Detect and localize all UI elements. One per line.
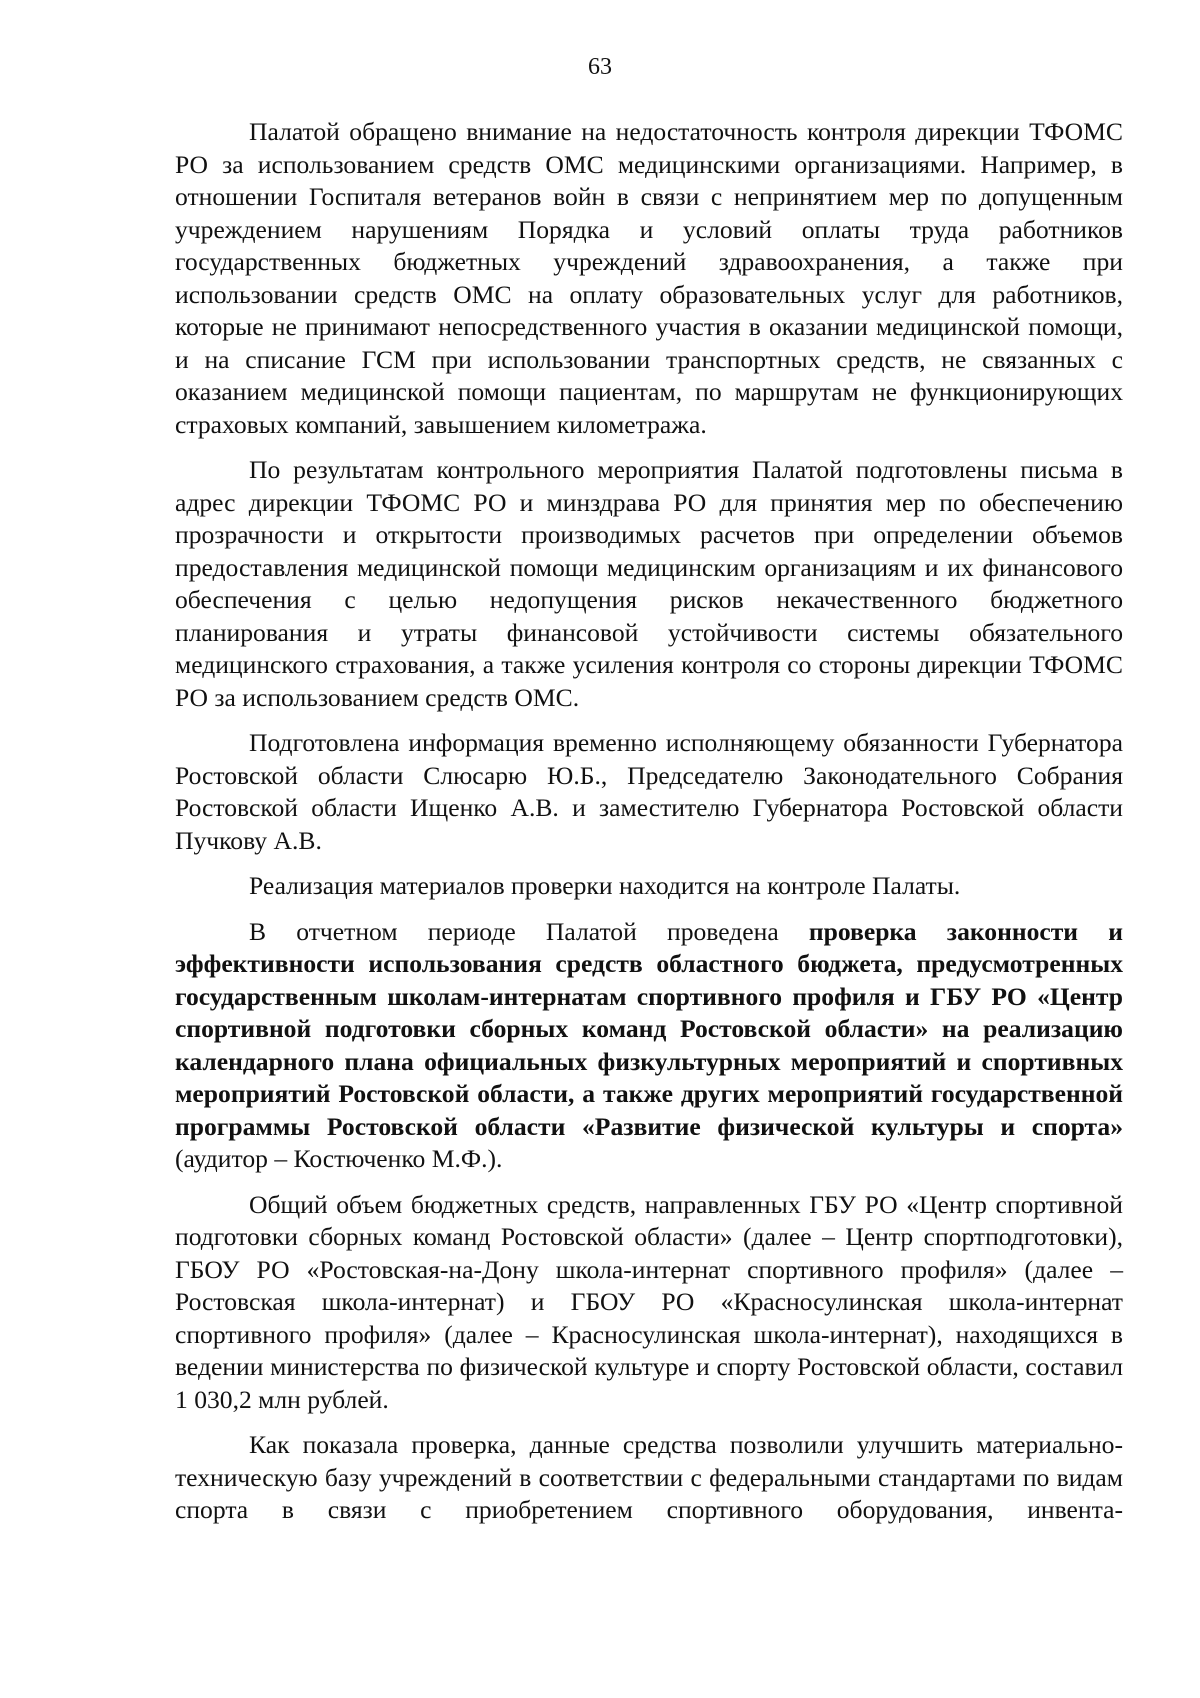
paragraph-sports-audit-intro: В отчетном периоде Палатой проведена xyxy=(249,916,809,946)
paragraph-budget-volume: Общий объем бюджетных средств, направленных ГБУ РО «Центр спортивной подготовки сборных команд Ростовской области» (далее – Центр спортподготовки), ГБОУ РО «Ростовская-на-Дону школа-интернат спортивного профиля» (далее – Ростовская школа-интернат) и ГБОУ РО «Красносулинская школа-интернат спортивного профиля» (далее – Красносулинская школа-интернат), находящихся в ведении министерства по физической культуре и спорту Ростовской области, составил 1 030,2 млн рублей. xyxy=(175,1189,1123,1414)
paragraph-audit-results: По результатам контрольного мероприятия Палатой подготовлены письма в адрес дирекции ТФОМС РО и минздрава РО для принятия мер по обеспечению прозрачности и открытости производимых расчетов при определении объемов предоставления медицинской помощи медицинским организациям и их финансового обеспечения с целью недопущения рисков некачественного бюджетного планирования и утраты финансовой устойчивости системы обязательного медицинского страхования, а также усиления контроля со стороны дирекции ТФОМС РО за использованием средств ОМС. xyxy=(175,455,1123,712)
document-body xyxy=(175,116,1123,1540)
paragraph-information-prepared: Подготовлена информация временно исполняющему обязанности Губернатора Ростовской области Слюсарю Ю.Б., Председателю Законодательного Собрания Ростовской области Ищенко А.В. и заместителю Губернатора Ростовской области Пучкову А.В. xyxy=(175,728,1123,855)
paragraph-sports-audit-subject: проверка законности и эффективности использования средств областного бюджета, предусмотренных государственным школам-интернатам спортивного профиля и ГБУ РО «Центр спортивной подготовки сборных команд Ростовской области» на реализацию календарного плана официальных физкультурных мероприятий и спортивных мероприятий Ростовской области, а также других мероприятий государственной программы Ростовской области «Развитие физической культуры и спорта» xyxy=(175,916,1123,1141)
page-number: 63 xyxy=(588,54,612,80)
paragraph-oms-control: Палатой обращено внимание на недостаточность контроля дирекции ТФОМС РО за использованием средств ОМС медицинскими организациями. Например, в отношении Госпиталя ветеранов войн в связи с непринятием мер по допущенным учреждением нарушениям Порядка и условий оплаты труда работников государственных бюджетных учреждений здравоохранения, а также при использовании средств ОМС на оплату образовательных услуг для работников, которые не принимают непосредственного участия в оказании медицинской помощи, и на списание ГСМ при использовании транспортных средств, не связанных с оказанием медицинской помощи пациентам, по маршрутам не функционирующих страховых компаний, завышением километража. xyxy=(175,117,1123,439)
paragraph-sports-audit-auditor: (аудитор – Костюченко М.Ф.). xyxy=(175,1144,503,1173)
paragraph-sports-audit xyxy=(175,916,1123,1176)
paragraph-audit-findings: Как показала проверка, данные средства позволили улучшить материально-техническую базу учреждений в соответствии с федеральными стандартами по видам спорта в связи с приобретением спортивного оборудования, инвента- xyxy=(175,1430,1123,1524)
paragraph-materials-control: Реализация материалов проверки находится на контроле Палаты. xyxy=(249,871,961,900)
